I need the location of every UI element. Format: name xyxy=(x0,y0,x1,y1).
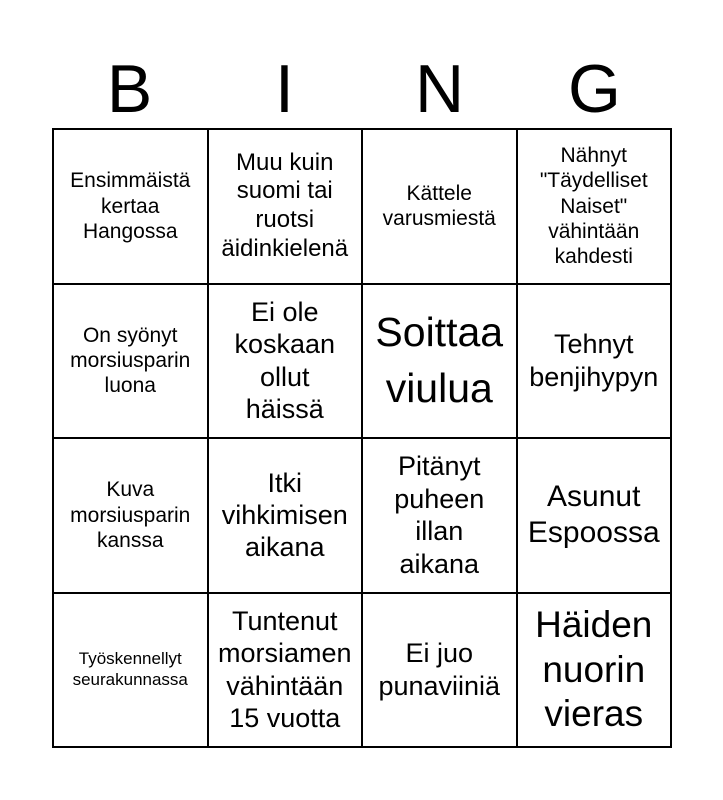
bingo-cell[interactable] xyxy=(209,439,364,594)
bingo-board xyxy=(52,128,672,748)
cell-text: Tuntenut morsiamen vähintään 15 vuotta xyxy=(217,605,352,734)
bingo-cell[interactable] xyxy=(363,594,518,749)
bingo-cell[interactable] xyxy=(54,285,209,440)
bingo-cell[interactable] xyxy=(518,285,673,440)
cell-text: Asunut Espoossa xyxy=(527,480,660,550)
bingo-cell[interactable] xyxy=(518,439,673,594)
cell-text: Tehnyt benjihypyn xyxy=(529,329,659,392)
bingo-cell[interactable] xyxy=(54,594,209,749)
cell-text: Muu kuin suomi tai ruotsi äidinkielenä xyxy=(221,148,349,263)
cell-text: Häiden nuorin vieras xyxy=(535,604,653,734)
cell-text: Nähnyt "Täydelliset Naiset" vähintään kahdesti xyxy=(539,144,648,269)
cell-text: On syönyt morsiusparin luona xyxy=(70,323,191,398)
bingo-cell[interactable] xyxy=(54,439,209,594)
header-letter-b: B xyxy=(106,51,153,127)
header-letter-i: I xyxy=(275,51,294,127)
bingo-cell[interactable] xyxy=(518,594,673,749)
cell-text: Itki vihkimisen aikana xyxy=(221,467,348,563)
header-letter-g: G xyxy=(568,51,621,127)
bingo-header xyxy=(52,50,672,128)
bingo-cell[interactable] xyxy=(54,130,209,285)
cell-text: Ei juo punaviiniä xyxy=(378,638,501,701)
cell-text: Ensimmäistä kertaa Hangossa xyxy=(70,169,191,243)
cell-text: Kättele varusmiestä xyxy=(382,182,496,231)
cell-text: Soittaa viulua xyxy=(375,309,504,411)
bingo-cell[interactable] xyxy=(209,285,364,440)
bingo-cell[interactable] xyxy=(209,130,364,285)
bingo-cell[interactable] xyxy=(363,285,518,440)
cell-text: Pitänyt puheen illan aikana xyxy=(394,451,485,579)
header-letter-n: N xyxy=(414,51,465,127)
bingo-cell[interactable] xyxy=(363,439,518,594)
bingo-cell[interactable] xyxy=(363,130,518,285)
cell-text: Ei ole koskaan ollut häissä xyxy=(234,296,336,425)
cell-text: Kuva morsiusparin kanssa xyxy=(70,478,191,552)
bingo-cell[interactable] xyxy=(209,594,364,749)
bingo-cell[interactable] xyxy=(518,130,673,285)
cell-text: Työskennellyt seurakunnassa xyxy=(72,649,188,689)
